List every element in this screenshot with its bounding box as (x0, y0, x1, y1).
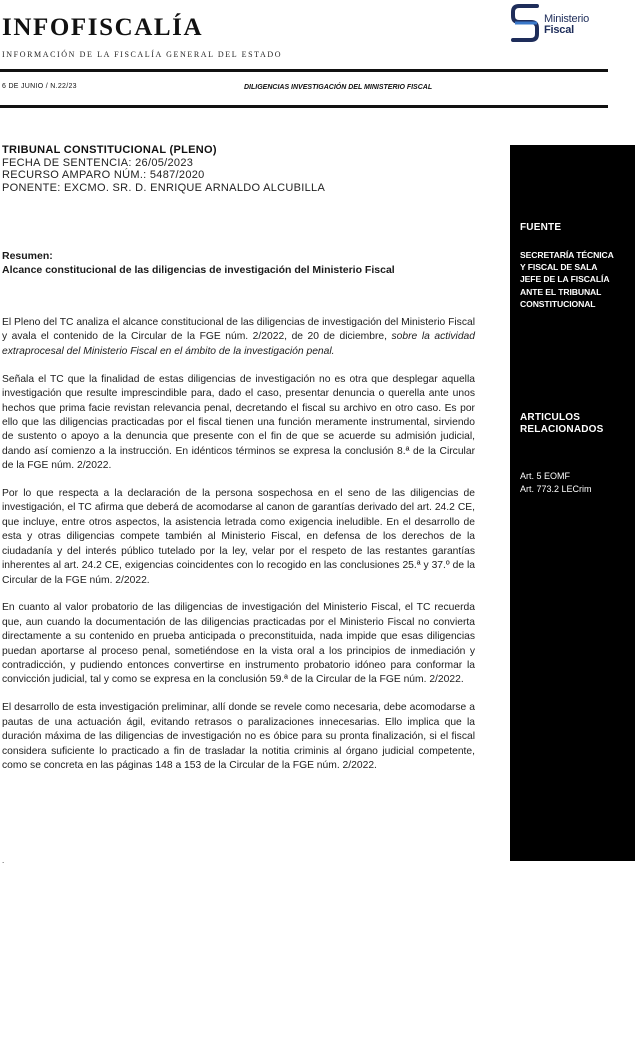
publication-subtitle: INFORMACIÓN DE LA FISCALÍA GENERAL DEL ESTADO (2, 50, 283, 59)
related-article: Art. 773.2 LECrim (520, 484, 592, 494)
paragraph (2, 316, 475, 359)
logo-wordmark-line1: Ministerio (544, 13, 590, 25)
court-name: TRIBUNAL CONSTITUCIONAL (PLENO) (2, 144, 217, 156)
paragraph: El desarrollo de esta investigación preliminar, allí donde se revele como necesaria, debe acomodarse a pautas de una actuación ágil, evitando retrasos o paralizaciones innecesarias. Ello implica que la duración máxima de las diligencias de investigación no es óbice para su pronta finalización, si el fiscal considera suficiente lo practicado a fin de trasladar la notitia criminis al órgano judicial competente, como se concreta en las páginas 148 a 153 de la Circular de la FGE núm. 2/2022. (2, 702, 475, 771)
source-line: ANTE EL TRIBUNAL (520, 286, 602, 297)
logo-wordmark-line2: Fiscal (544, 24, 574, 36)
source-line: Y FISCAL DE SALA (520, 262, 598, 273)
court-info (2, 144, 325, 194)
summary-title: Alcance constitucional de las diligencias de investigación del Ministerio Fiscal (2, 264, 395, 276)
top-rule (0, 69, 608, 72)
source-line: CONSTITUCIONAL (520, 298, 596, 309)
paragraph: Por lo que respecta a la declaración de la persona sospechosa en el seno de las diligencias de investigación, el TC afirma que deberá de acomodarse al canon de garantías derivado del art. 24.2 CE, que incluye, entre otros aspectos, la asistencia letrada como exigencia ineludible. En el desarrollo de esta y otras diligencias compete también al Ministerio Fiscal, en defensa de los derechos de la ciudadanía y del interés público tutelado por la ley, velar por el respeto de las restantes garantías inherentes al art. 24.2 CE, exigencias coincidentes con lo recogido en las conclusiones 25.ª y 37.º de la Circular de la FGE núm. 2/2022. (2, 488, 475, 586)
paragraph: En cuanto al valor probatorio de las diligencias de investigación del Ministerio Fiscal, el TC recuerda que, aun cuando la documentación de las diligencias practicadas por el Ministerio Fiscal no convierta directamente a su contenido en prueba anticipada o preconstituida, nada impide que esas diligencias puedan aportarse al proceso penal, sometiéndose en la vista oral a los principios de inmediación y contradicción, y pudiendo entonces convertirse en instrumento probatorio idóneo para conformar la convicción judicial, tal y como se expresa en la conclusión 59.ª de la Circular de la FGE núm. 2/2022. (2, 602, 475, 686)
paragraph-italic: sobre la actividad extraprocesal del Ministerio Fiscal en el ámbito de la investigación penal. (2, 331, 475, 357)
summary (2, 249, 395, 277)
ministerio-fiscal-emblem-icon (511, 2, 541, 46)
related-heading-line2: RELACIONADOS (520, 424, 604, 435)
related-articles-list (520, 470, 592, 496)
related-articles-heading (520, 412, 604, 436)
ruling-date: FECHA DE SENTENCIA: 26/05/2023 (2, 156, 194, 169)
summary-label: Resumen: (2, 250, 53, 262)
source-line: JEFE DE LA FISCALÍA (520, 274, 610, 285)
source-list (520, 249, 614, 310)
article-body (2, 316, 475, 787)
related-article: Art. 5 EOMF (520, 471, 571, 481)
paragraph: Señala el TC que la finalidad de estas diligencias de investigación no es otra que desplegar aquella investigación que resulte imprescindible para, dado el caso, presentar denuncia o querella ante unos hechos que prima facie revistan relevancia penal, decretando el fiscal su archivo en otro caso. Es por ello que las diligencias practicadas por el fiscal tienen una función meramente instrumental, sirviendo de sustento o apoyo a la denuncia que presente con el fin de que se acuerde su admisión judicial, dando así comienzo a la instrucción. En idénticos términos se expresa la conclusión 8.ª de la Circular de la FGE núm. 2/2022. (2, 373, 475, 472)
paragraph-text: El Pleno del TC analiza el alcance constitucional de las diligencias de investigación del Ministerio Fiscal y avala el contenido de la Circular de la FGE núm. 2/2022, de 20 de diciembre, (2, 317, 475, 343)
ministerio-fiscal-logo (511, 2, 621, 46)
trailing-mark: . (2, 856, 5, 865)
logo-wordmark (544, 14, 589, 36)
source-line: SECRETARÍA TÉCNICA (520, 250, 614, 260)
bottom-rule (0, 105, 608, 108)
appeal-number: RECURSO AMPARO NÚM.: 5487/2020 (2, 169, 205, 181)
issue-date: 6 DE JUNIO / N.22/23 (2, 83, 77, 90)
judge-rapporteur: PONENTE: EXCMO. SR. D. ENRIQUE ARNALDO ALCUBILLA (2, 181, 326, 194)
source-heading: FUENTE (520, 222, 562, 233)
section-title: DILIGENCIAS INVESTIGACIÓN DEL MINISTERIO FISCAL (244, 84, 433, 91)
sidebar-panel (510, 145, 635, 861)
publication-title: INFOFISCALÍA (2, 14, 204, 41)
related-heading-line1: ARTICULOS (520, 412, 581, 423)
